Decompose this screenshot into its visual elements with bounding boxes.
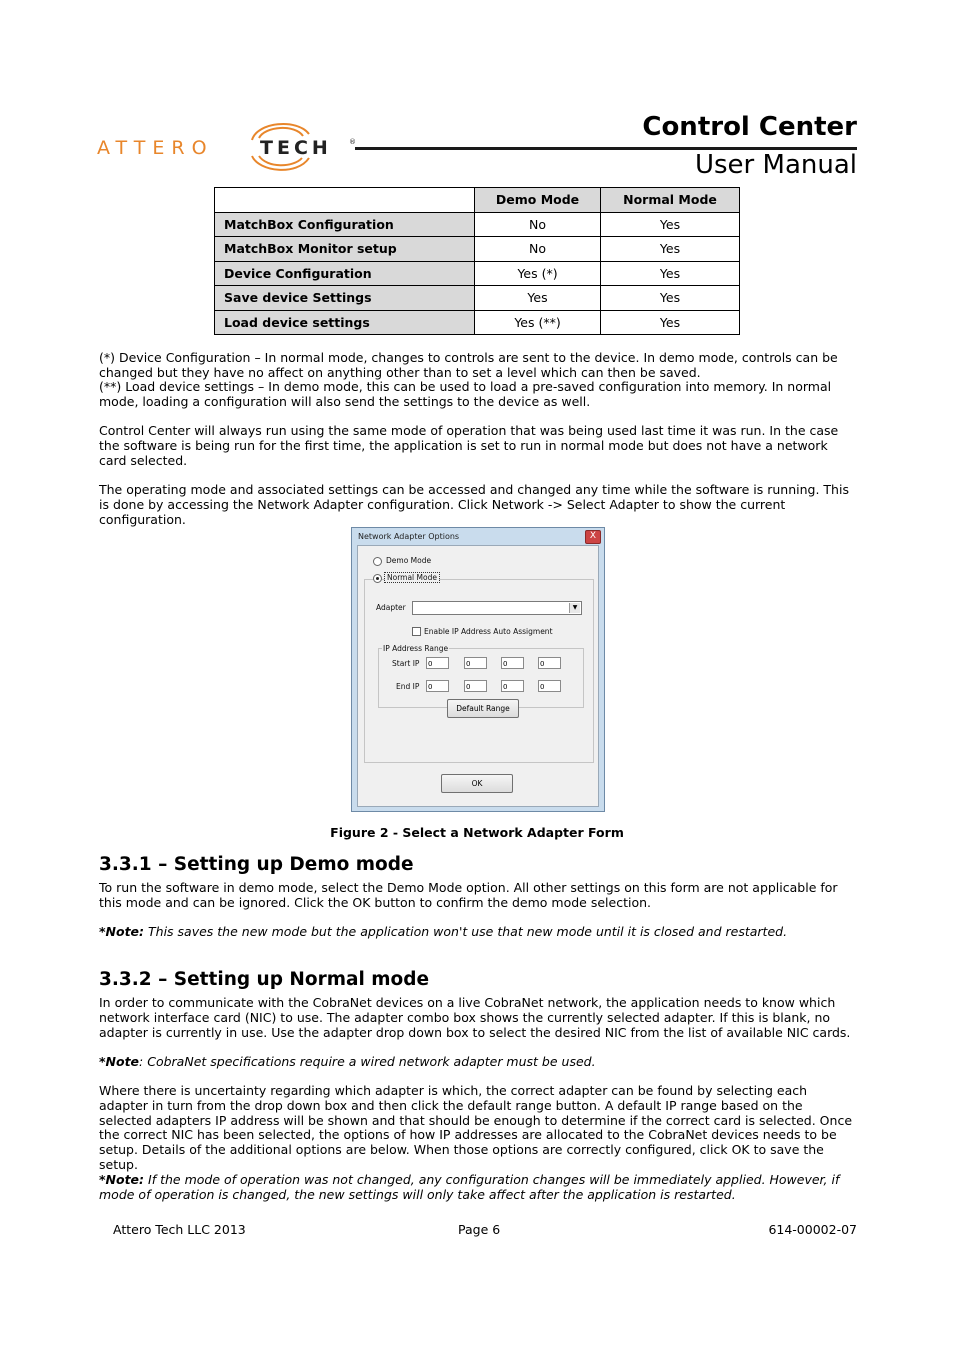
svg-text:TECH: TECH (260, 137, 332, 159)
paragraph-startup-mode: Control Center will always run using the same mode of operation that was being used last time it was run. In the case the software is being run for the first time, the application is set to run in normal mode but does not have a network card selected. (99, 423, 839, 468)
table-header-row (215, 188, 740, 213)
ip-range-label: IP Address Range (383, 644, 449, 653)
chevron-down-icon[interactable]: ▼ (569, 603, 580, 613)
table-row (215, 212, 740, 237)
normal-mode-label: Normal Mode (387, 573, 437, 582)
row-label: Load device settings (215, 310, 475, 335)
section-heading-demo-mode: 3.3.1 – Setting up Demo mode (99, 854, 414, 875)
demo-mode-label: Demo Mode (386, 556, 432, 565)
dialog-title: Network Adapter Options (358, 532, 460, 541)
demo-value: Yes (*) (475, 261, 601, 286)
demo-value: Yes (475, 286, 601, 311)
normal-value: Yes (601, 212, 740, 237)
paragraph-access-settings: The operating mode and associated settings can be accessed and changed any time while the software is running. This is done by accessing the Network Adapter configuration. Click Network -> Select Adapter to show the current configuration. (99, 482, 849, 527)
normal-mode-note (99, 1055, 859, 1070)
section-heading-normal-mode: 3.3.2 – Setting up Normal mode (99, 969, 430, 990)
end-ip-octet-2[interactable]: 0 (464, 680, 487, 692)
attero-tech-logo (97, 116, 362, 178)
table-header-cell: Normal Mode (601, 188, 740, 213)
table-row (215, 286, 740, 311)
start-ip-octet-2[interactable]: 0 (464, 657, 487, 669)
figure-caption: Figure 2 - Select a Network Adapter Form (330, 825, 624, 840)
end-ip-octet-3[interactable]: 0 (501, 680, 524, 692)
note-label: *Note (99, 1054, 140, 1069)
demo-value: No (475, 212, 601, 237)
end-ip-octet-1[interactable]: 0 (426, 680, 449, 692)
adapter-combo[interactable] (412, 601, 582, 615)
footer-company: Attero Tech LLC 2013 (113, 1222, 246, 1237)
demo-value: No (475, 237, 601, 262)
row-label: Device Configuration (215, 261, 475, 286)
table-header-cell (215, 188, 475, 213)
table-header-cell: Demo Mode (475, 188, 601, 213)
footer-document-number: 614-00002-07 (768, 1222, 857, 1237)
start-ip-octet-1[interactable]: 0 (426, 657, 449, 669)
document-subtitle: User Manual (694, 150, 857, 180)
default-range-button[interactable]: Default Range (447, 699, 519, 718)
footer-page-number: Page 6 (458, 1222, 501, 1237)
svg-text:ATTERO: ATTERO (97, 137, 214, 159)
mode-comparison-table (214, 187, 740, 335)
adapter-label: Adapter (376, 603, 406, 612)
mode-change-note (99, 1173, 859, 1203)
start-ip-label: Start IP (392, 659, 420, 668)
note-label: *Note: (99, 1172, 145, 1187)
network-adapter-dialog (351, 527, 605, 812)
adapter-selection-paragraph: Where there is uncertainty regarding which adapter is which, the correct adapter can be found by selecting each adapter in turn from the drop down box and then click the default range button. A default IP range based on the selected adapters IP address will be shown and that should be enough to determine if the correct card is selected. Once the correct NIC has been selected, the options of how IP addresses are allocated to the CobraNet devices needs to be setup. Details of the additional options are below. When those options are correctly configured, click OK to save the setup. (99, 1083, 853, 1172)
footnote-load-device-settings: (**) Load device settings – In demo mode, this can be used to load a pre-saved configuration into memory. In normal mode, loading a configuration will also send the settings to the device as well. (99, 379, 832, 409)
start-ip-octet-4[interactable]: 0 (538, 657, 561, 669)
normal-mode-paragraph: In order to communicate with the CobraNet devices on a live CobraNet network, the application needs to know which network interface card (NIC) to use. The adapter combo box shows the currently selected adapter. If this is blank, no adapter is currently in use. Use the adapter drop down box to select the desired NIC from the list of available NIC cards. (99, 995, 851, 1040)
end-ip-label: End IP (396, 682, 420, 691)
normal-value: Yes (601, 310, 740, 335)
normal-value: Yes (601, 261, 740, 286)
normal-value: Yes (601, 286, 740, 311)
enable-auto-assign-checkbox[interactable] (412, 627, 421, 636)
note-text: This saves the new mode but the application won't use that new mode until it is closed and restarted. (144, 924, 788, 939)
close-icon[interactable]: X (585, 530, 601, 544)
enable-auto-assign-label: Enable IP Address Auto Assigment (424, 627, 553, 636)
note-text: If the mode of operation was not changed, any configuration changes will be immediately applied. However, if mode of operation is changed, the new settings will only take affect after the application is restarted. (99, 1172, 840, 1202)
footnote-device-configuration: (*) Device Configuration – In normal mode, changes to controls are sent to the device. In demo mode, controls can be changed but they have no affect on anything other than to set a level which can then be saved. (99, 350, 838, 380)
row-label: MatchBox Monitor setup (215, 237, 475, 262)
demo-value: Yes (**) (475, 310, 601, 335)
table-row (215, 261, 740, 286)
demo-mode-note (99, 925, 859, 940)
demo-mode-paragraph: To run the software in demo mode, select the Demo Mode option. All other settings on this form are not applicable for this mode and can be ignored. Click the OK button to confirm the demo mode selection. (99, 880, 838, 910)
normal-mode-radio[interactable] (373, 574, 382, 583)
table-row (215, 310, 740, 335)
start-ip-octet-3[interactable]: 0 (501, 657, 524, 669)
document-title: Control Center (642, 112, 857, 142)
table-row (215, 237, 740, 262)
dialog-body (357, 545, 599, 807)
normal-value: Yes (601, 237, 740, 262)
ok-button[interactable]: OK (441, 774, 513, 793)
note-label: *Note: (99, 924, 145, 939)
svg-text:®: ® (349, 138, 356, 146)
note-text: : CobraNet specifications require a wired network adapter must be used. (139, 1054, 596, 1069)
row-label: MatchBox Configuration (215, 212, 475, 237)
demo-mode-radio[interactable] (373, 557, 382, 566)
row-label: Save device Settings (215, 286, 475, 311)
end-ip-octet-4[interactable]: 0 (538, 680, 561, 692)
